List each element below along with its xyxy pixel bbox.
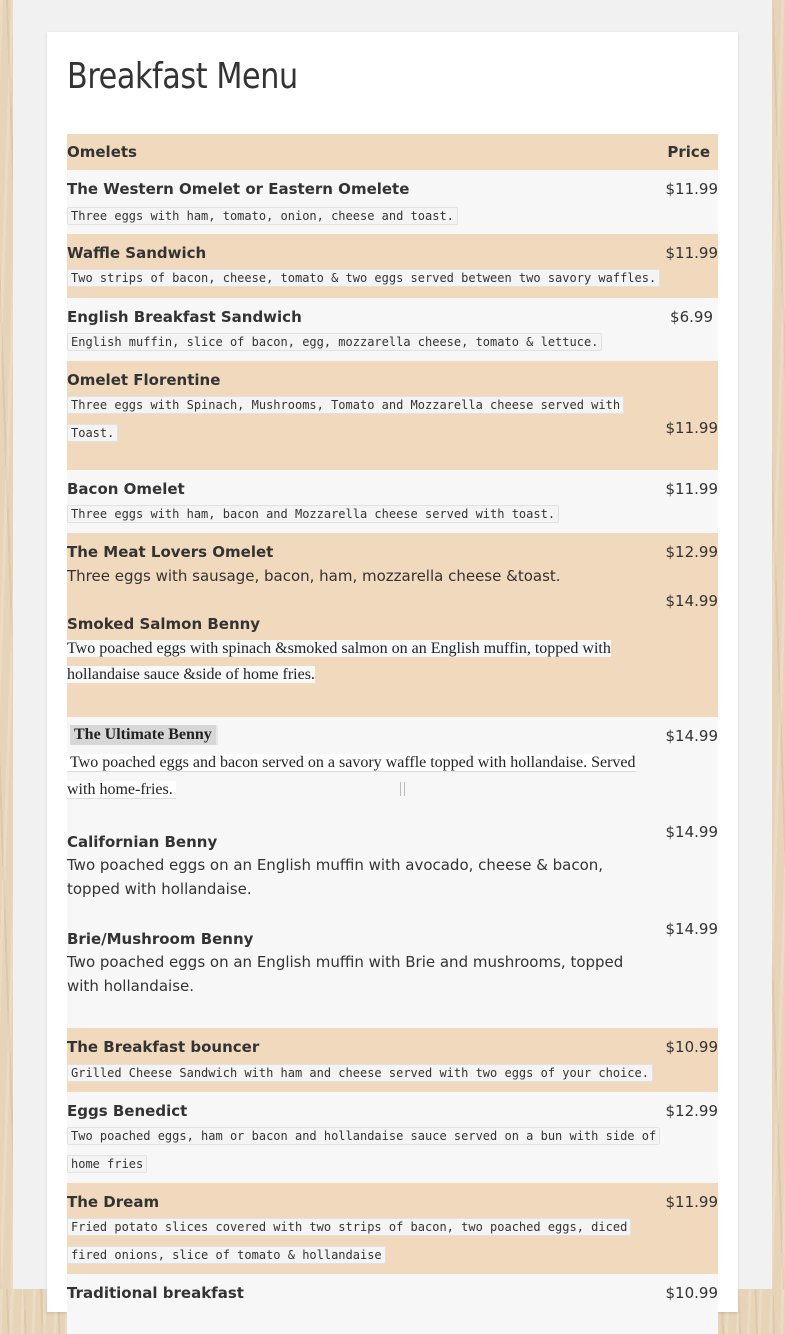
- item-name: Omelet Florentine: [67, 371, 221, 389]
- item-price: $14.99: [665, 920, 718, 938]
- item-price: $11.99: [665, 244, 718, 262]
- item-description: Fried potato slices covered with two strips of bacon, two poached eggs, diced fired onions, slice of tomato & hollandaise: [67, 1213, 631, 1269]
- menu-table: [67, 134, 718, 1334]
- table-row: [67, 298, 718, 361]
- table-row: [67, 717, 718, 1028]
- table-row: [67, 1028, 718, 1092]
- item-price: $10.99: [665, 1284, 718, 1302]
- header-price: Price: [667, 143, 710, 161]
- item-description: Three eggs with sausage, bacon, ham, mozzarella cheese &toast.: [67, 567, 561, 585]
- item-name: Californian Benny: [67, 833, 218, 851]
- table-row: [67, 170, 718, 234]
- table-row: [67, 533, 718, 717]
- table-row: [67, 1092, 718, 1183]
- item-description: Two poached eggs on an English muffin with Brie and mushrooms, topped with hollandaise.: [67, 953, 624, 995]
- table-row: [67, 361, 718, 470]
- item-price: $14.99: [665, 727, 718, 745]
- item-price: $11.99: [665, 480, 718, 498]
- item-name: English Breakfast Sandwich: [67, 308, 302, 326]
- item-description: Two poached eggs on an English muffin with avocado, cheese & bacon, topped with hollandaise.: [67, 856, 604, 898]
- table-row: [67, 1274, 718, 1334]
- item-price: $12.99: [665, 1102, 718, 1120]
- item-description: English muffin, slice of bacon, egg, mozzarella cheese, tomato & lettuce.: [67, 328, 602, 356]
- item-name: Waffle Sandwich: [67, 244, 207, 262]
- table-header: [67, 134, 718, 170]
- item-price: $14.99: [665, 823, 718, 841]
- item-price: $14.99: [665, 592, 718, 610]
- table-row: [67, 1183, 718, 1274]
- header-category: Omelets: [67, 143, 137, 161]
- item-name: Smoked Salmon Benny: [67, 615, 261, 633]
- item-name: The Ultimate Benny: [70, 725, 218, 745]
- item-description: Three eggs with Spinach, Mushrooms, Tomato and Mozzarella cheese served with Toast.: [67, 391, 624, 447]
- text-cursor: [400, 782, 405, 796]
- item-description: Three eggs with ham, bacon and Mozzarella cheese served with toast.: [67, 500, 559, 528]
- item-description: Two strips of bacon, cheese, tomato & two eggs served between two savory waffles.: [67, 264, 660, 292]
- item-description: Three eggs with ham, tomato, onion, cheese and toast.: [67, 202, 458, 230]
- item-name: The Meat Lovers Omelet: [67, 543, 274, 561]
- table-row: [67, 470, 718, 533]
- item-price: $6.99: [670, 308, 713, 326]
- item-price: $11.99: [665, 1193, 718, 1211]
- page-title: Breakfast Menu: [67, 56, 298, 97]
- item-description: Grilled Cheese Sandwich with ham and cheese served with two eggs of your choice.: [67, 1059, 653, 1087]
- item-name: The Western Omelet or Eastern Omelete: [67, 180, 410, 198]
- item-price: $11.99: [665, 180, 718, 198]
- item-name: Traditional breakfast: [67, 1284, 244, 1302]
- item-description: Two poached eggs and bacon served on a savory waffle topped with hollandaise. Served with home-fries.: [67, 754, 636, 798]
- item-description: Two poached eggs, ham or bacon and hollandaise sauce served on a bun with side of home fries: [67, 1122, 660, 1178]
- table-row: [67, 234, 718, 298]
- item-name: The Breakfast bouncer: [67, 1038, 260, 1056]
- item-description: Two poached eggs with spinach &smoked salmon on an English muffin, topped with hollandaise sauce &side of home fries.: [67, 640, 611, 683]
- item-name: Eggs Benedict: [67, 1102, 188, 1120]
- item-price: $10.99: [665, 1038, 718, 1056]
- item-name: Bacon Omelet: [67, 480, 185, 498]
- item-name: The Dream: [67, 1193, 160, 1211]
- item-price: $12.99: [665, 543, 718, 561]
- item-price: $11.99: [665, 419, 718, 437]
- item-name: Brie/Mushroom Benny: [67, 930, 254, 948]
